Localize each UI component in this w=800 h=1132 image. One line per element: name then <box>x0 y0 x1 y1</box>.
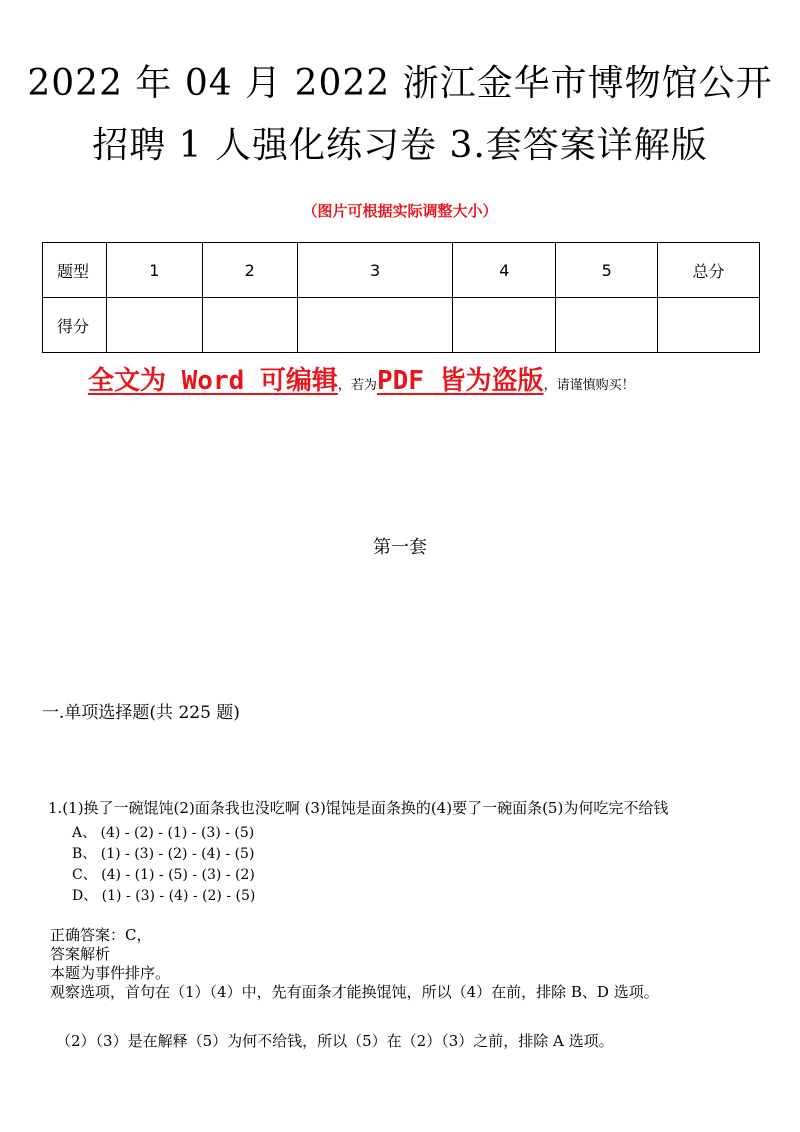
score-table-col-2: 2 <box>202 243 297 298</box>
score-table-col-5: 5 <box>556 243 658 298</box>
analysis-line-1: 本题为事件排序。 <box>50 964 171 982</box>
score-cell-4 <box>453 298 556 353</box>
piracy-warning <box>88 360 768 397</box>
answer-block <box>50 926 659 1002</box>
resize-note: （图片可根据实际调整大小） <box>302 202 498 220</box>
score-cell-1 <box>106 298 202 353</box>
score-cell-5 <box>556 298 658 353</box>
correct-answer: 正确答案：C， <box>50 926 152 944</box>
score-table-row-label-type: 题型 <box>43 243 107 298</box>
score-table-col-total: 总分 <box>658 243 760 298</box>
question-stem: 1.(1)换了一碗馄饨(2)面条我也没吃啊 (3)馄饨是面条换的(4)要了一碗面条(5)为何吃完不给钱 <box>48 799 669 817</box>
analysis-label: 答案解析 <box>50 945 111 963</box>
option-c: C、 (4) - (1) - (5) - (3) - (2) <box>72 867 255 883</box>
score-table-col-1: 1 <box>106 243 202 298</box>
score-table-score-row <box>43 298 760 353</box>
warning-pdf-pirated: PDF 皆为盗版 <box>376 366 544 396</box>
set-title: 第一套 <box>373 537 427 558</box>
analysis-line-3: （2）（3）是在解释（5）为何不给钱，所以（5）在（2）（3）之前，排除 A 选项。 <box>56 1032 614 1050</box>
option-d: D、 (1) - (3) - (4) - (2) - (5) <box>72 888 256 904</box>
score-cell-2 <box>202 298 297 353</box>
score-table-row-label-score: 得分 <box>43 298 107 353</box>
section-title: 一.单项选择题(共 225 题) <box>42 703 240 723</box>
document-title-line-1: 2022 年 04 月 2022 浙江金华市博物馆公开 <box>27 63 773 104</box>
analysis-line-2: 观察选项，首句在（1）（4）中，先有面条才能换馄饨，所以（4）在前，排除 B、D 选项。 <box>50 983 659 1001</box>
score-table-col-4: 4 <box>453 243 556 298</box>
score-table <box>42 242 760 353</box>
option-a: A、 (4) - (2) - (1) - (3) - (5) <box>72 825 255 841</box>
document-title-line-2: 招聘 1 人强化练习卷 3.套答案详解版 <box>92 125 708 166</box>
warning-word-editable: 全文为 Word 可编辑 <box>88 366 338 396</box>
score-table-header-row <box>43 243 760 298</box>
warning-buy-carefully: ，请谨慎购买！ <box>543 378 635 393</box>
score-cell-total <box>658 298 760 353</box>
option-b: B、 (1) - (3) - (2) - (4) - (5) <box>72 846 255 862</box>
score-cell-3 <box>297 298 453 353</box>
warning-connector: ，若为 <box>337 378 377 393</box>
score-table-col-3: 3 <box>297 243 453 298</box>
